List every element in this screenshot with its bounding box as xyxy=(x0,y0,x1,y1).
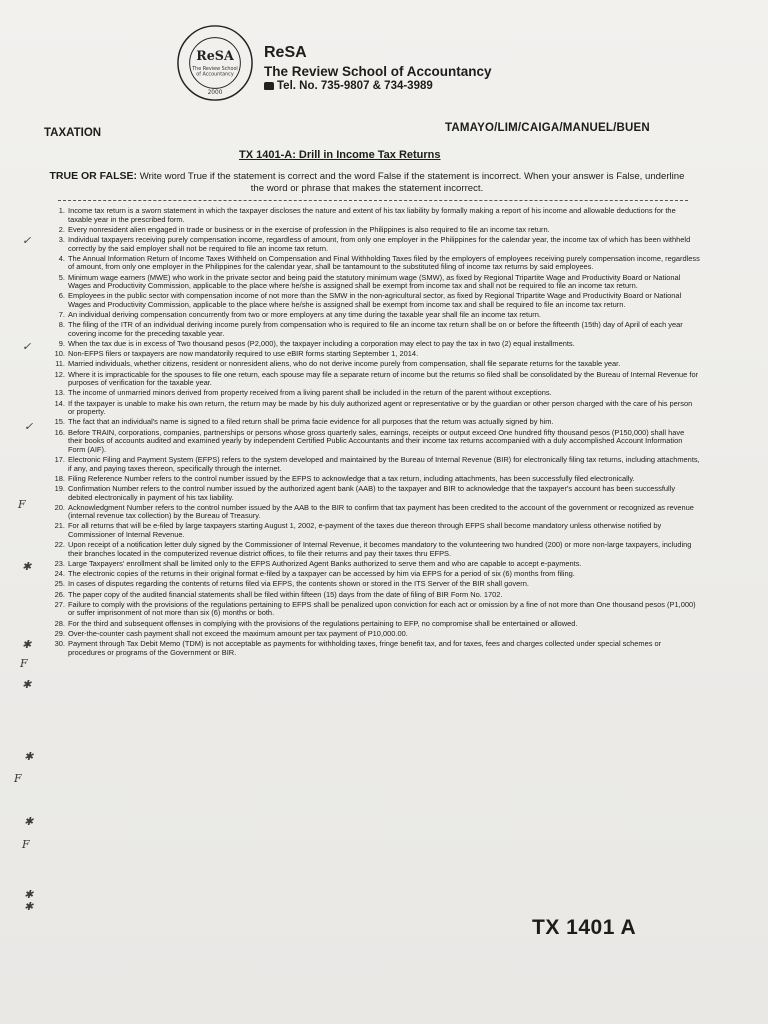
question-item: 9. When the tax due is in excess of Two thousand pesos (P2,000), the taxpayer including a corporation may elect to pay the tax in two (2) equal installments. xyxy=(58,339,575,349)
question-item: 5. Minimum wage earners (MWE) who work in the private sector and being paid the statutory minimum wage (SMW), as fixed by Regional Tripartite Wage and Productivity Board or National Wages and Productivity Commission, applicable to the place where he/she is assigned shall be exempt from income tax and shall not be required to file an income tax return. xyxy=(58,272,681,291)
question-item: 14. If the taxpayer is unable to make his own return, the return may be made by his duly authorized agent or representative or by the guardian or other person charged with the care of his person or property. xyxy=(54,398,693,417)
question-item: 10. Non-EFPS filers or taxpayers are now mandatorily required to use eBIR forms starting September 1, 2014. xyxy=(54,349,419,359)
question-item: 13. The income of unmarried minors derived from property received from a living parent shall be included in the return of the parent without exceptions. xyxy=(54,388,552,398)
subject-heading: TAXATION xyxy=(44,127,102,139)
handwritten-star-mark: ✱ xyxy=(24,750,34,763)
question-item: 2. Every nonresident alien engaged in trade or business or in the exercise of profession in the Philippines is also required to file an income tax return. xyxy=(58,224,550,234)
authors-heading: TAMAYO/LIM/CAIGA/MANUEL/BUEN xyxy=(445,122,650,134)
telephone-icon xyxy=(264,82,274,90)
document-code: TX 1401 A xyxy=(532,916,637,939)
handwritten-star-mark: ✱ xyxy=(22,638,32,651)
handwritten-false-mark: F xyxy=(18,498,26,511)
handwritten-false-mark: F xyxy=(22,838,30,851)
question-item: 23. Large Taxpayers' enrollment shall be limited only to the EFPS Authorized Agent Banks authorized to serve them and who are capable to accept e-payments. xyxy=(54,559,582,569)
svg-text:The Review School: The Review School xyxy=(192,65,238,72)
question-item: 28. For the third and subsequent offenses in complying with the provisions of the regulations pertaining to EFP, no compromise shall be entertained or allowed. xyxy=(54,618,578,628)
resa-seal-logo xyxy=(176,24,254,102)
question-item: 17. Electronic Filing and Payment System (EFPS) refers to the system developed and maintained by the Bureau of Internal Revenue (BIR) for electronically filing tax returns, including attachments, if any, and paying taxes thereon, specifically through the internet. xyxy=(54,454,700,473)
question-item: 4. The Annual Information Return of Income Taxes Withheld on Compensation and Final Withholding Taxes filed by the employers of employees receiving purely compensation income, regardless of amount, from only one employer in the Philippines for the calendar year, shall be tantamount to the substituted filing of income tax returns by said employees. xyxy=(58,253,700,272)
handwritten-check-mark: ✓ xyxy=(24,420,34,433)
instructions xyxy=(42,170,692,195)
handwritten-check-mark: ✓ xyxy=(22,340,32,353)
question-item: 21. For all returns that will be e-filed by large taxpayers starting August 1, 2002, e-payment of the taxes due thereon through EFPS shall become mandatory unless otherwise notified by Commissioner of Internal Revenue. xyxy=(54,521,662,540)
question-item: 16. Before TRAIN, corporations, companies, partnerships or persons whose gross quarterly sales, earnings, receipts or output exceed One hundred fifty thousand pesos (P150,000) shall have their books of accounts audited and examined yearly by independent Certified Public Accountants and their income tax returns accompanied with a duly accomplished Account Information Form (AIF). xyxy=(54,427,685,454)
question-item: 27. Failure to comply with the provisions of the regulations pertaining to EFPS shall be penalized upon conviction for each act or omission by a fine of not more than One thousand pesos (P1,000) or suffer imprisonment of not more than six (6) months or both. xyxy=(54,599,696,618)
brand-subtitle: The Review School of Accountancy xyxy=(264,64,492,79)
telephone-line xyxy=(264,80,433,92)
question-item: 29. Over-the-counter cash payment shall not exceed the maximum amount per tax payment of P10,000.00. xyxy=(54,628,408,638)
handwritten-check-mark: ✓ xyxy=(22,234,32,247)
handwritten-star-mark: ✱ xyxy=(24,900,34,913)
question-item: 18. Filing Reference Number refers to the control number issued by the EFPS to acknowledge that a tax return, including attachments, has been successfully filed electronically. xyxy=(54,473,635,483)
question-item: 8. The filing of the ITR of an individual deriving income purely from compensation who is required to file an income tax return shall be on or before the fifteenth (15th) day of April of each year covering income for the preceding taxable year. xyxy=(58,320,683,338)
handwritten-star-mark: ✱ xyxy=(22,560,32,573)
svg-text:ReSA: ReSA xyxy=(196,48,234,64)
question-item: 3. Individual taxpayers receiving purely compensation income, regardless of amount, from only one employer in the Philippines for the calendar year, the income tax of which has been withheld correctly by the said employer shall not be required to file an income tax return. xyxy=(58,234,691,253)
question-item: 11. Married individuals, whether citizens, resident or nonresident aliens, who do not derive income purely from compensation, shall file separate returns for the taxable year. xyxy=(55,359,621,369)
handwritten-false-mark: F xyxy=(20,657,28,670)
dashed-divider xyxy=(58,200,688,201)
question-item: 12. Where it is impracticable for the spouses to file one return, each spouse may file a separate return of income but the returns so filed shall be consolidated by the Bureau of Internal Revenue for purposes of verification for the taxable year. xyxy=(54,369,699,388)
drill-title: TX 1401-A: Drill in Income Tax Returns xyxy=(239,149,441,161)
question-item: 6. Employees in the public sector with compensation income of not more than the SMW in the non-agricultural sector, as fixed by Regional Tripartite Wage and Productivity Board or National Wages and Productivity Commission, applicable to the place where he/she is assigned shall be exempt from income tax and shall be required to file an income tax return. xyxy=(58,291,682,309)
handwritten-false-mark: F xyxy=(14,772,22,785)
handwritten-star-mark: ✱ xyxy=(24,815,34,828)
question-item: 15. The fact that an individual's name is signed to a filed return shall be prima facie evidence for all purposes that the return was actually signed by him. xyxy=(54,417,554,427)
question-item: 1. Income tax return is a sworn statement in which the taxpayer discloses the nature and extent of his tax liability by formally making a report of his income and allowable deductions for the taxable year in the prescribed form. xyxy=(58,206,676,224)
brand-name: ReSA xyxy=(264,44,307,61)
question-item: 22. Upon receipt of a notification letter duly signed by the Commissioner of Internal Revenue, it becomes mandatory to the volunteering two hundred (200) or more non-large taxpayers, including their branches located in the computerized revenue district offices, to file their returns and pay their taxes thru EFPS. xyxy=(54,540,692,558)
question-item: 20. Acknowledgment Number refers to the control number issued by the AAB to the BIR to confirm that tax payment has been credited to the account of the government or recognized as revenue (internal revenue tax collection) by the Bureau of Treasury. xyxy=(54,502,694,521)
question-list xyxy=(50,207,700,659)
instructions-label: TRUE OR FALSE: xyxy=(49,170,138,182)
handwritten-star-mark: ✱ xyxy=(24,888,34,901)
telephone-text: Tel. No. 735-9807 & 734-3989 xyxy=(277,80,433,92)
question-item: 25. In cases of disputes regarding the contents of returns filed via EFPS, the contents shown or stored in the ITS Server of the BIR shall govern. xyxy=(54,579,529,589)
svg-text:of Accountancy: of Accountancy xyxy=(196,71,234,78)
question-item: 26. The paper copy of the audited financial statements shall be filed within fifteen (15) days from the date of filing of BIR Form No. 1702. xyxy=(54,589,503,599)
instructions-text: Write word True if the statement is correct and the word False if the statement is incorrect. When your answer is False, underline the word or phrase that makes the statement incorrect. xyxy=(139,171,685,194)
svg-text:2000: 2000 xyxy=(207,90,223,97)
question-item: 30. Payment through Tax Debit Memo (TDM) is not acceptable as payments for withholding taxes, fringe benefit tax, and for taxes, fees and charges collected under special schemes or procedures or programs of the Government or BIR. xyxy=(54,638,662,657)
question-item: 19. Confirmation Number refers to the control number issued by the authorized agent bank (AAB) to the taxpayer and BIR to acknowledge that the taxpayer's account has been successfully debited electronically in payment of his tax liability. xyxy=(54,483,676,502)
handwritten-star-mark: ✱ xyxy=(22,678,32,691)
question-item: 24. The electronic copies of the returns in their original format e-filed by a taxpayer can be accessed by him via EFPS for a period of six (6) months from filing. xyxy=(54,569,575,579)
question-item: 7. An individual deriving compensation concurrently from two or more employers at any time during the taxable year shall file an income tax return. xyxy=(58,310,541,320)
